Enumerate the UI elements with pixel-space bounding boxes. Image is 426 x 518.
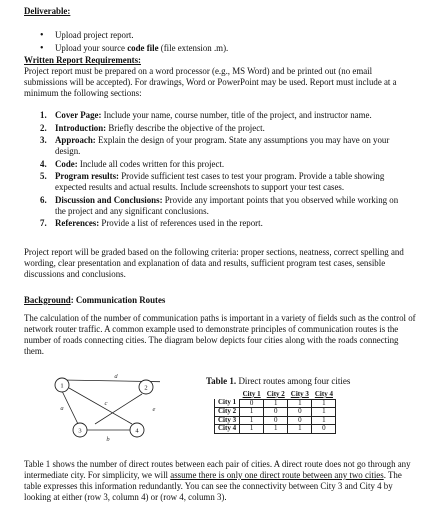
edge-a (62, 391, 78, 424)
row-header: City 1 (215, 399, 240, 408)
section-text: Include all codes written for this project. (77, 158, 225, 169)
section-text: Provide a list of references used in the report. (99, 218, 263, 228)
table-cell: 1 (288, 399, 312, 408)
table-cell: 1 (312, 399, 336, 408)
section-text: Briefly describe the objective of the project. (106, 122, 265, 133)
report-section-item (40, 135, 410, 157)
table-cell: 0 (264, 408, 288, 417)
row-header: City 3 (215, 416, 240, 425)
column-header: City 3 (290, 390, 309, 398)
city-route-diagram (50, 374, 160, 444)
table-cell: 1 (312, 416, 336, 425)
section-title: Cover Page: (55, 110, 102, 120)
deliverable-item-text: Upload project report. (55, 30, 134, 40)
table-cell: 0 (264, 416, 288, 425)
background-paragraph-2 (24, 459, 416, 503)
background-paragraph-1: The calculation of the number of communication paths is important in a variety of fields such as the control of network router traffic. A common example used to demonstrate principles of communication routes is the number of roads connecting cities. The diagram below depicts four cities along with the roads connecting them. (24, 313, 416, 356)
report-section-item (40, 218, 410, 229)
table-cell: 1 (264, 399, 288, 408)
paragraph-2-text-end: . The table expresses this information redundantly. You can see the connectivity between City 3 and City 4 by looking at either (row 3, column 4) or (row 4, column 3). (24, 470, 402, 502)
written-report-intro: Project report must be prepared on a word processor (e.g., MS Word) and be printed out (no email submissions will be accepted). For drawings, Word or PowerPoint may be used. Report must include at a minimum the following sections: (24, 66, 397, 98)
table-caption-text: Direct routes among four cities (236, 376, 351, 386)
table-cell: 1 (264, 425, 288, 434)
table-cell: 1 (312, 408, 336, 417)
table-cell: 1 (240, 416, 264, 425)
section-title: Approach: (55, 135, 96, 145)
section-number: 1. (40, 110, 47, 120)
report-section-item (40, 110, 410, 121)
table-cell: 0 (288, 416, 312, 425)
report-sections-list (40, 110, 410, 231)
table-caption (206, 376, 350, 387)
report-section-item (40, 159, 410, 170)
written-report-heading: Written Report Requirements: (24, 55, 141, 65)
report-section-item (40, 195, 410, 217)
edge-label-b: b (106, 436, 110, 443)
section-number: 5. (40, 171, 47, 181)
report-section-item (40, 171, 410, 193)
section-text: Provide any important points that you observed while working on the project and any significant conclusions. (55, 194, 399, 216)
deliverable-item-text: Upload your source (55, 43, 128, 53)
section-text: Include your name, course number, title of the project, and instructor name. (101, 110, 372, 120)
section-text: Provide sufficient test cases to test your program. Provide a table showing expected results and actual results. Include screenshots to support your test cases. (55, 171, 385, 192)
row-header: City 2 (215, 408, 240, 417)
section-title: Discussion and Conclusions: (55, 194, 163, 205)
deliverable-list (40, 30, 228, 56)
section-number: 3. (40, 135, 47, 145)
table-cell: 1 (240, 425, 264, 434)
section-text: Explain the design of your program. State any assumptions you may have on your design. (55, 135, 390, 156)
edge-label-e: e (152, 406, 156, 413)
report-section-item (40, 123, 410, 134)
section-number: 7. (40, 218, 47, 228)
table-cell: 1 (240, 408, 264, 417)
paragraph-2-text: Table 1 shows the number of direct routes between each pair of cities. A direct route does not go through any intermediate city. For simplicity, we will (24, 459, 411, 480)
column-header: City 2 (266, 390, 285, 398)
row-header: City 4 (215, 425, 240, 434)
column-header: City 4 (314, 390, 333, 398)
background-heading (24, 295, 165, 306)
section-title: References: (55, 218, 100, 228)
direct-routes-table (214, 391, 336, 434)
grading-criteria: Project report will be graded based on the following criteria: proper sections, neatness, correct spelling and wording, clear presentation and explanation of data and results, sufficient program test cases, sensible discussions and conclusions. (24, 247, 404, 279)
column-header: City 1 (242, 390, 261, 398)
deliverable-heading: Deliverable: (24, 6, 71, 16)
section-title: Introduction: (55, 122, 107, 133)
edge-label-c: c (104, 400, 108, 407)
city-node-3-label: 3 (78, 427, 82, 435)
edge-label-a: a (60, 405, 64, 412)
table-cell: 0 (288, 408, 312, 417)
deliverable-item-bold: code file (127, 43, 159, 53)
section-title: Code: (55, 158, 78, 169)
edge-e (95, 394, 142, 424)
table-cell: 0 (312, 425, 336, 434)
table-caption-label: Table 1. (206, 376, 237, 386)
section-title: Program results: (55, 171, 120, 181)
city-node-2-label: 2 (144, 384, 148, 392)
section-number: 6. (40, 194, 47, 205)
deliverable-item (40, 30, 228, 43)
paragraph-2-underlined: assume there is only one direct route between any two cities (170, 470, 384, 480)
table-row (215, 408, 336, 417)
section-number: 2. (40, 122, 47, 133)
city-node-4-label: 4 (135, 427, 139, 435)
background-heading-underlined: Background (24, 295, 71, 305)
table-row (215, 425, 336, 434)
deliverable-item-text-end: (file extension .m). (158, 43, 229, 53)
background-heading-rest: : Communication Routes (70, 295, 166, 305)
city-node-1-label: 1 (60, 382, 64, 390)
section-number: 4. (40, 158, 47, 169)
edge-label-d: d (114, 374, 118, 380)
table-cell: 0 (240, 399, 264, 408)
table-cell: 1 (288, 425, 312, 434)
